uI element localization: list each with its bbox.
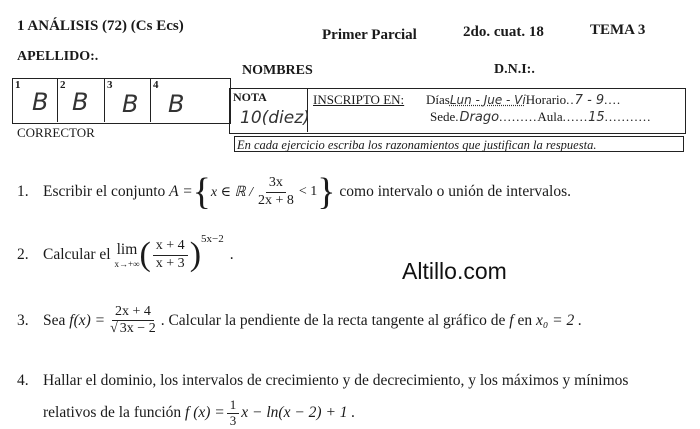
- sede-row: Sede.Drago.........Aula......15...........: [430, 109, 652, 125]
- set-element: x ∈ ℝ /: [210, 184, 253, 200]
- fraction: $\frac{3x}{2x + 8}$: [257, 175, 294, 208]
- aula-label: Aula: [537, 109, 563, 124]
- sede-label: Sede: [430, 109, 456, 124]
- dias-label: Días: [426, 92, 450, 107]
- grades-divider: [57, 78, 58, 122]
- grade-number: 3: [107, 79, 113, 91]
- problem-number: 1.: [17, 183, 29, 200]
- problem-text: Hallar el dominio, los intervalos de crecimiento y de decrecimiento, y los máximos y mínimos: [43, 372, 629, 389]
- problem-2: 2. Calcular el lim x→+∞ ( $\frac{x + 4}{x + 3}$ ) 5x−2 .: [17, 233, 234, 273]
- grades-divider: [150, 78, 151, 122]
- horario-label: Horario: [525, 92, 567, 107]
- nombres-label: NOMBRES: [242, 63, 313, 78]
- watermark: Altillo.com: [402, 258, 507, 284]
- problem-1: 1. Escribir el conjunto A = { x ∈ ℝ / $\frac{3x}{2x + 8}$ < 1 } como intervalo o unión de intervalos.: [17, 171, 571, 213]
- limit: lim x→+∞: [114, 241, 140, 269]
- grade-mark: B: [32, 88, 49, 116]
- nota-value: 10(diez): [240, 108, 310, 128]
- set-lhs: A =: [169, 183, 193, 200]
- problem-4: [17, 372, 628, 390]
- grade-mark: B: [122, 90, 139, 118]
- problem-text: Escribir el conjunto: [43, 183, 166, 200]
- exam-name: Primer Parcial: [322, 27, 417, 43]
- dias-value: Lun - Jue - Vi: [449, 93, 526, 107]
- exponent: 5x−2: [201, 233, 224, 245]
- grade-mark: B: [168, 90, 185, 118]
- inscripto-label: INSCRIPTO EN:: [313, 92, 405, 107]
- problem-text: como intervalo o unión de intervalos.: [339, 183, 571, 200]
- fraction: $\frac{2x + 4}{√ 3x - 2}$: [110, 304, 156, 337]
- grade-number: 2: [60, 79, 66, 91]
- problem-text: Sea: [43, 311, 66, 329]
- apellido-label: APELLIDO:.: [17, 49, 99, 64]
- course-title: 1 ANÁLISIS (72) (Cs Ecs): [17, 18, 184, 34]
- problem-number: 2.: [17, 246, 29, 263]
- problem-4-line-2: [43, 398, 355, 429]
- problem-3: 3. Sea f(x) = $\frac{2x + 4}{√ 3x - 2}$ . Calcular la pendiente de la recta tangente al gráfico de f en x₀ = 2 .: [17, 304, 582, 337]
- horario-value: 7 - 9: [574, 93, 605, 108]
- grade-number: 4: [153, 79, 159, 91]
- dni-label: D.N.I:.: [494, 62, 535, 77]
- corrector-label: CORRECTOR: [17, 125, 95, 140]
- problem-text: Calcular el: [43, 246, 111, 263]
- exam-tema: TEMA 3: [590, 22, 646, 38]
- inequality: < 1: [298, 184, 318, 199]
- evaluation-point: x₀ = 2 .: [535, 311, 582, 329]
- problem-text: . Calcular la pendiente de la recta tangente al gráfico de: [160, 311, 506, 329]
- fraction: $\frac{x + 4}{x + 3}$: [153, 238, 188, 271]
- function-lhs: f(x) =: [69, 311, 106, 329]
- fraction: $\frac{1}{3}$: [227, 398, 240, 429]
- grade-number: 1: [15, 79, 21, 91]
- problem-number: 4.: [17, 372, 29, 389]
- dias-row: DíasLun - Jue - ViHorario..7 - 9....: [426, 92, 622, 108]
- nota-label: NOTA: [233, 90, 267, 104]
- problem-text: relativos de la función: [43, 404, 182, 422]
- problem-number: 3.: [17, 311, 29, 329]
- aula-value: 15: [588, 110, 605, 125]
- grade-mark: B: [72, 88, 89, 116]
- function-rhs: x − ln(x − 2) + 1 .: [241, 404, 356, 422]
- function-lhs: f (x) =: [185, 404, 225, 422]
- exam-term: 2do. cuat. 18: [463, 24, 544, 40]
- sede-value: Drago: [459, 110, 500, 125]
- instruction-box: En cada ejercicio escriba los razonamientos que justifican la respuesta.: [234, 136, 684, 152]
- grades-divider: [104, 78, 105, 122]
